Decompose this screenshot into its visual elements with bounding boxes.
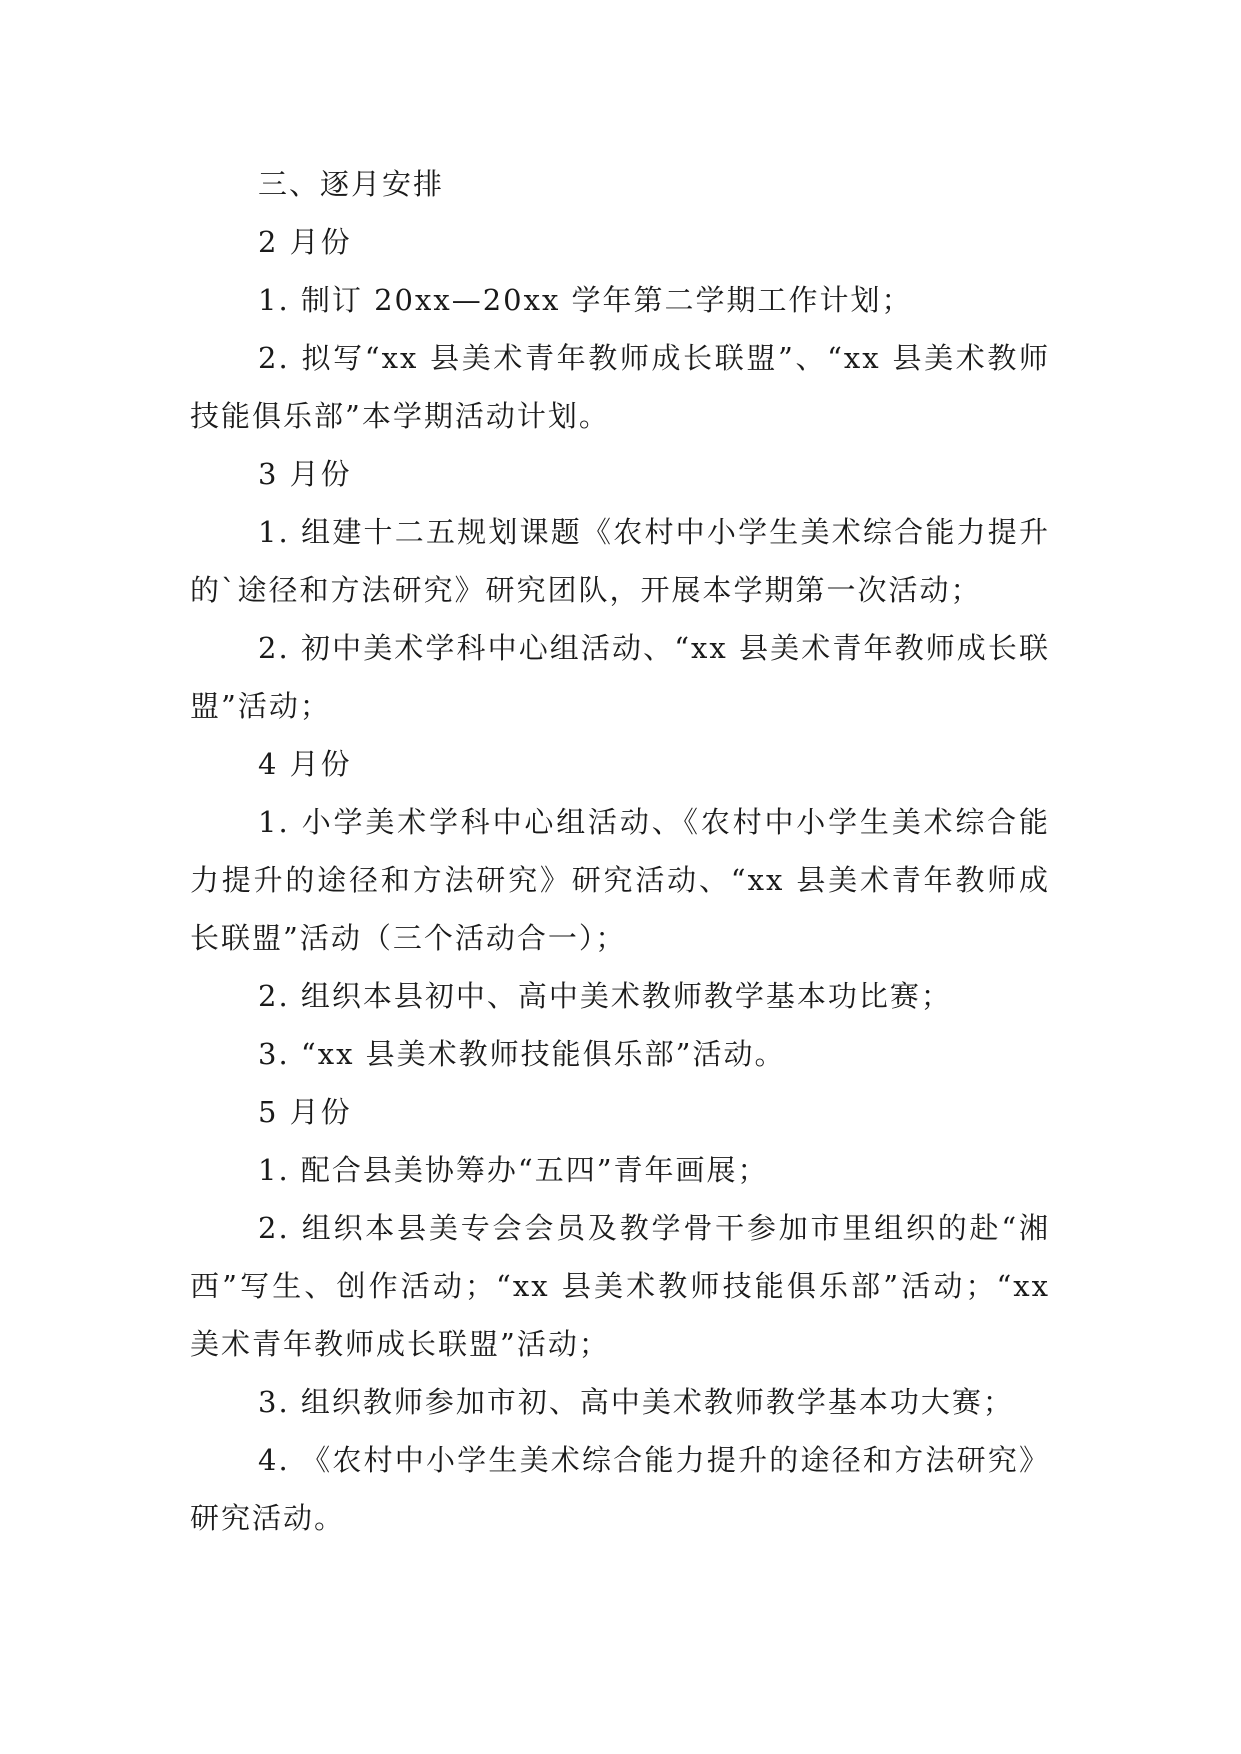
list-item: 1. 制订 20xx—20xx 学年第二学期工作计划； (258, 283, 913, 317)
month-heading-april: 4 月份 (258, 747, 352, 781)
document-body (190, 155, 1050, 1547)
month-heading-may: 5 月份 (258, 1095, 352, 1129)
month-heading-march: 3 月份 (258, 457, 352, 491)
section-heading: 三、逐月安排 (258, 167, 445, 201)
list-item: 2. 组织本县美专会会员及教学骨干参加市里组织的赴“湘西”写生、创作活动；“xx 县美术教师技能俱乐部”活动；“xx 美术青年教师成长联盟”活动； (190, 1211, 1050, 1361)
list-item: 4. 《农村中小学生美术综合能力提升的途径和方法研究》研究活动。 (190, 1443, 1050, 1535)
list-item: 1. 配合县美协筹办“五四”青年画展； (258, 1153, 769, 1187)
list-item: 2. 初中美术学科中心组活动、“xx 县美术青年教师成长联盟”活动； (190, 631, 1050, 723)
list-item: 1. 组建十二五规划课题《农村中小学生美术综合能力提升的`途径和方法研究》研究团队，开展本学期第一次活动； (190, 515, 1050, 607)
list-item: 1. 小学美术学科中心组活动、《农村中小学生美术综合能力提升的途径和方法研究》研究活动、“xx 县美术青年教师成长联盟”活动（三个活动合一）； (190, 805, 1050, 955)
list-item: 2. 组织本县初中、高中美术教师教学基本功比赛； (258, 979, 952, 1013)
list-item: 2. 拟写“xx 县美术青年教师成长联盟”、“xx 县美术教师技能俱乐部”本学期活动计划。 (190, 341, 1050, 433)
list-item: 3. 组织教师参加市初、高中美术教师教学基本功大赛； (258, 1385, 1014, 1419)
month-heading-february: 2 月份 (258, 225, 352, 259)
list-item: 3. “xx 县美术教师技能俱乐部”活动。 (258, 1037, 786, 1071)
